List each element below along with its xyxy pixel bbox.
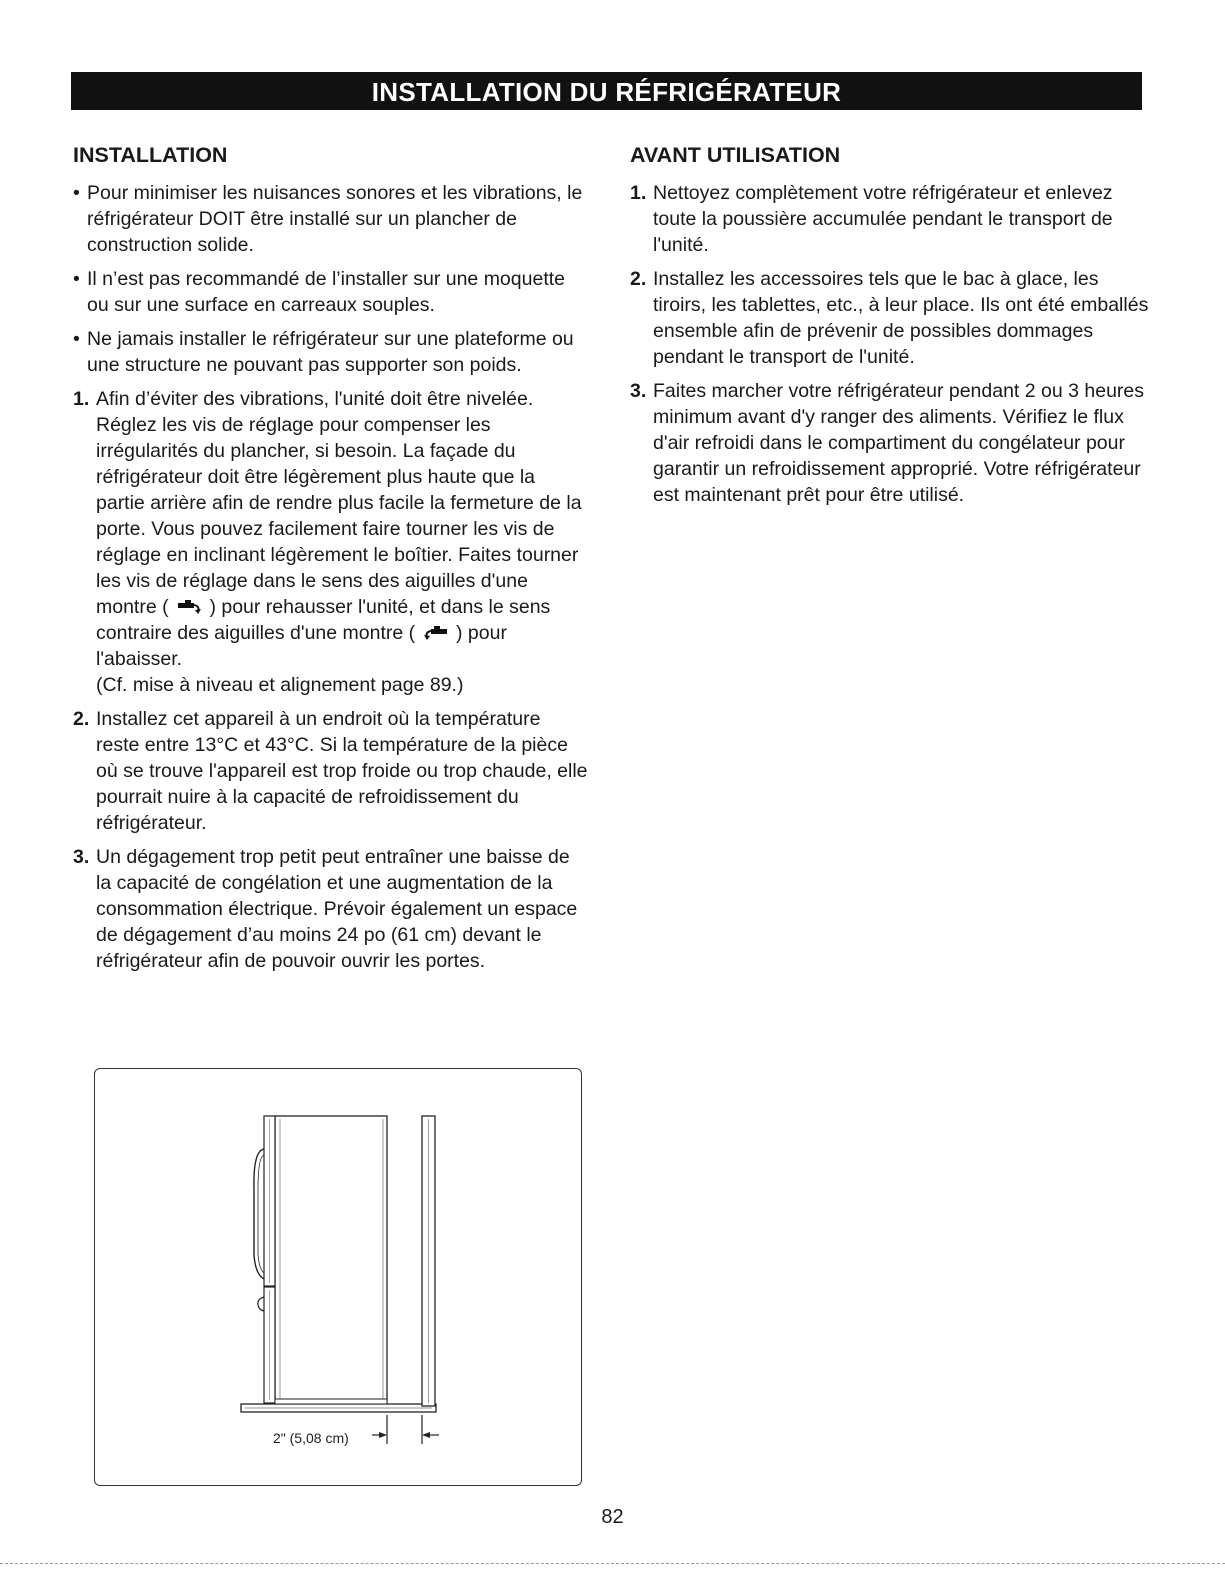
- avant-step-2: [630, 266, 1150, 370]
- installation-step-2: [73, 706, 588, 836]
- step-number: 2.: [73, 708, 90, 730]
- bullet-marker: •: [73, 268, 80, 290]
- step-1-text-b: ) pour rehausser l'unité, et dans le sens contraire des aiguilles d'une montre (: [96, 596, 551, 644]
- bullet-text: Pour minimiser les nuisances sonores et les vibrations, le réfrigérateur DOIT être installé sur un plancher de construction solide.: [87, 182, 583, 256]
- avant-step-3: [630, 378, 1150, 508]
- bullet-text: Ne jamais installer le réfrigérateur sur une plateforme ou une structure ne pouvant pas supporter son poids.: [87, 328, 574, 376]
- avant-utilisation-title: AVANT UTILISATION: [630, 143, 841, 167]
- page-number: 82: [601, 1506, 624, 1528]
- bullet-item: [73, 266, 588, 318]
- installation-title: INSTALLATION: [73, 143, 228, 167]
- avant-step-2-text: Installez les accessoires tels que le bac à glace, les tiroirs, les tablettes, etc., à leur place. Ils ont été emballés ensemble afin de prévenir de possibles dommages pendant le transport de l'unité.: [653, 268, 1149, 368]
- clearance-dimension-label: 2" (5,08 cm): [273, 1430, 349, 1446]
- refrigerator-side-view-illustration: [95, 1069, 583, 1487]
- step-1-text-a: Afin d’éviter des vibrations, l'unité doit être nivelée. Réglez les vis de réglage pour compenser les irrégularités du plancher, si besoin. La façade du réfrigérateur doit être légèrement plus haute que la partie arrière afin de rendre plus facile la fermeture de la porte. Vous pouvez facilement faire tourner les vis de réglage en inclinant légèrement le boîtier. Faites tourner les vis de réglage dans le sens des aiguilles d'une montre (: [96, 388, 582, 618]
- bullet-item: [73, 326, 588, 378]
- step-number: 1.: [630, 182, 647, 204]
- bullet-text: Il n’est pas recommandé de l’installer sur une moquette ou sur une surface en carreaux souples.: [87, 268, 565, 316]
- avant-utilisation-section: [630, 140, 1150, 516]
- bullet-item: [73, 180, 588, 258]
- step-1-reference: (Cf. mise à niveau et alignement page 89.): [96, 674, 464, 696]
- step-3-text: Un dégagement trop petit peut entraîner une baisse de la capacité de congélation et une augmentation de la consommation électrique. Prévoir également un espace de dégagement d’au moins 24 po (61 cm) devant le réfrigérateur afin de pouvoir ouvrir les portes.: [96, 846, 578, 972]
- avant-step-1-text: Nettoyez complètement votre réfrigérateur et enlevez toute la poussière accumulée pendant le transport de l'unité.: [653, 182, 1113, 256]
- clearance-diagram: [94, 1068, 582, 1486]
- bullet-marker: •: [73, 182, 80, 204]
- step-number: 1.: [73, 388, 90, 410]
- bottom-divider: [0, 1563, 1225, 1564]
- step-number: 2.: [630, 268, 647, 290]
- step-2-text: Installez cet appareil à un endroit où la température reste entre 13°C et 43°C. Si la température de la pièce où se trouve l'appareil est trop froide ou trop chaude, elle pourrait nuire à la capacité de refroidissement du réfrigérateur.: [96, 708, 588, 834]
- step-1-text-c: ) pour l'abaisser.: [96, 622, 507, 670]
- page-header-banner: INSTALLATION DU RÉFRIGÉRATEUR: [71, 72, 1142, 110]
- step-number: 3.: [73, 846, 90, 868]
- step-number: 3.: [630, 380, 647, 402]
- installation-section: [73, 140, 588, 982]
- avant-step-3-text: Faites marcher votre réfrigérateur pendant 2 ou 3 heures minimum avant d'y ranger des aliments. Vérifiez le flux d'air refroidi dans le compartiment du congélateur pour garantir un refroidissement approprié. Votre réfrigérateur est maintenant prêt pour être utilisé.: [653, 380, 1145, 506]
- installation-step-1: [73, 386, 588, 698]
- installation-step-3: [73, 844, 588, 974]
- counterclockwise-rotation-icon: [421, 623, 451, 641]
- clockwise-rotation-icon: [174, 597, 204, 615]
- bullet-marker: •: [73, 328, 80, 350]
- avant-step-1: [630, 180, 1150, 258]
